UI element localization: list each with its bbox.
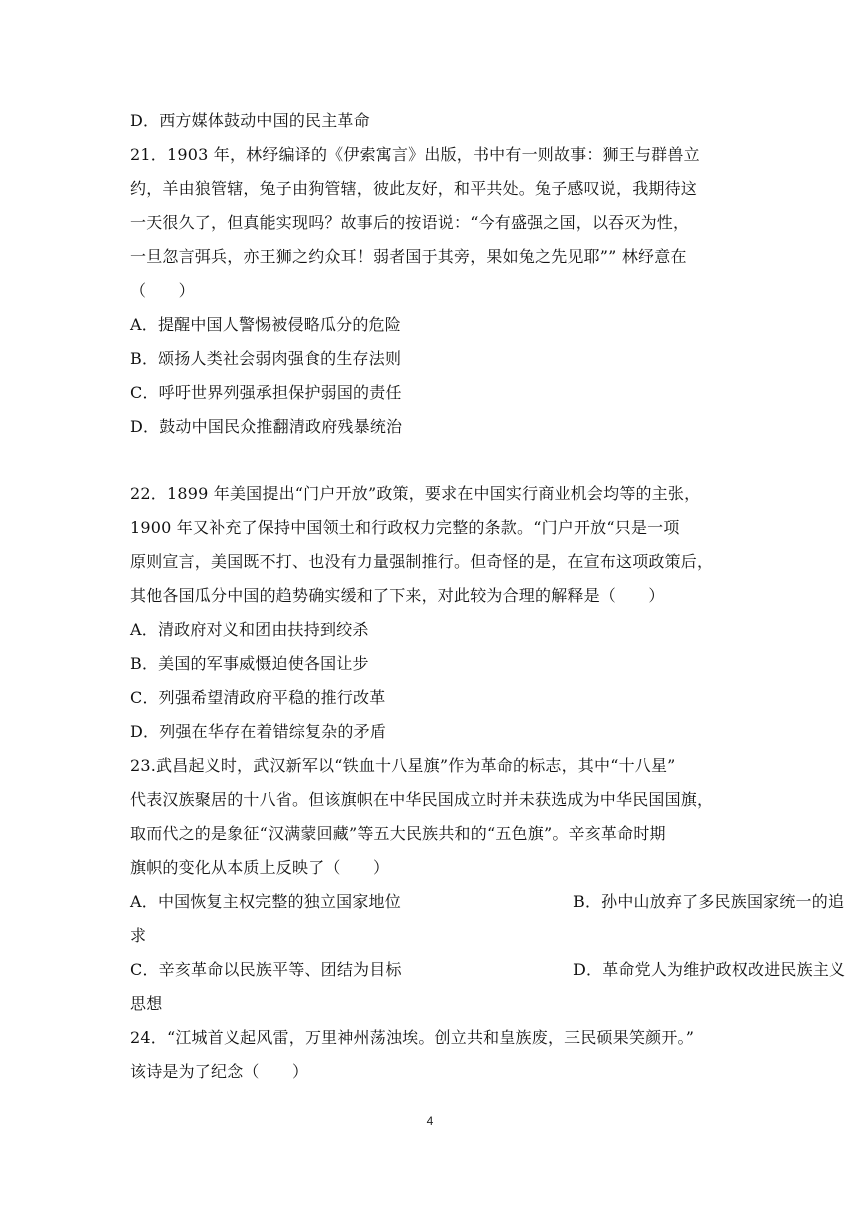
q23-stem-line: 23.武昌起义时，武汉新军以“铁血十八星旗”作为革命的标志，其中“十八星” <box>130 756 676 775</box>
q23-option-b: B．孙中山放弃了多民族国家统一的追 <box>573 892 845 911</box>
q23-options-row-1 <box>130 892 845 912</box>
q21-option-d: D．鼓动中国民众推翻清政府残暴统治 <box>130 417 403 436</box>
q20-option-d: D．西方媒体鼓动中国的民主革命 <box>130 111 370 130</box>
q23-option-b-wrap: 求 <box>130 926 147 945</box>
q22-option-d: D．列强在华存在着错综复杂的矛盾 <box>130 722 387 741</box>
q22-stem-line: 原则宣言，美国既不打、也没有力量强制推行。但奇怪的是，在宣布这项政策后， <box>130 552 714 571</box>
q22-stem-line: 22．1899 年美国提出“门户开放”政策，要求在中国实行商业机会均等的主张， <box>130 484 701 503</box>
q21-option-c: C．呼吁世界列强承担保护弱国的责任 <box>130 383 402 402</box>
q21-stem-line: 一旦忽言弭兵，亦王狮之约众耳！弱者国于其旁，果如兔之先见耶”” 林纾意在 <box>130 247 687 266</box>
q23-option-d: D．革命党人为维护政权改进民族主义 <box>573 960 846 979</box>
q23-options-row-2 <box>130 960 846 980</box>
q24-stem-line: 该诗是为了纪念（ ） <box>130 1062 309 1081</box>
q21-stem-line: 一天很久了，但真能实现吗？故事后的按语说：“今有盛强之国，以吞灭为性， <box>130 213 690 232</box>
q22-option-c: C．列强希望清政府平稳的推行改革 <box>130 688 386 707</box>
q23-stem-line: 取而代之的是象征“汉满蒙回藏”等五大民族共和的“五色旗”。辛亥革命时期 <box>130 824 666 843</box>
q23-stem-line: 代表汉族聚居的十八省。但该旗帜在中华民国成立时并未获选成为中华民国国旗， <box>130 790 714 809</box>
q21-option-a: A．提醒中国人警惕被侵略瓜分的危险 <box>130 315 401 334</box>
q21-stem-line: 21．1903 年，林纾编译的《伊索寓言》出版，书中有一则故事：狮王与群兽立 <box>130 145 700 164</box>
q23-option-c: C．辛亥革命以民族平等、团结为目标 <box>130 960 402 979</box>
q23-option-d-wrap: 思想 <box>130 994 163 1013</box>
q22-stem-line: 其他各国瓜分中国的趋势确实缓和了下来，对此较为合理的解释是（ ） <box>130 586 665 605</box>
q23-stem-line: 旗帜的变化从本质上反映了（ ） <box>130 858 390 877</box>
q21-option-b: B．颂扬人类社会弱肉强食的生存法则 <box>130 349 402 368</box>
q24-stem-line: 24．“江城首义起风雷，万里神州荡浊埃。创立共和皇族废，三民硕果笑颜开。” <box>130 1028 695 1047</box>
q22-option-a: A．清政府对义和团由扶持到绞杀 <box>130 620 369 639</box>
q21-stem-line: 约，羊由狼管辖，兔子由狗管辖，彼此友好，和平共处。兔子感叹说，我期待这 <box>130 179 698 198</box>
q22-stem-line: 1900 年又补充了保持中国领土和行政权力完整的条款。“门户开放“只是一项 <box>130 518 680 537</box>
q21-stem-line: （ ） <box>130 281 195 300</box>
q22-option-b: B．美国的军事威慑迫使各国让步 <box>130 654 369 673</box>
page-number: 4 <box>426 1114 434 1128</box>
q23-option-a: A．中国恢复主权完整的独立国家地位 <box>130 892 401 911</box>
